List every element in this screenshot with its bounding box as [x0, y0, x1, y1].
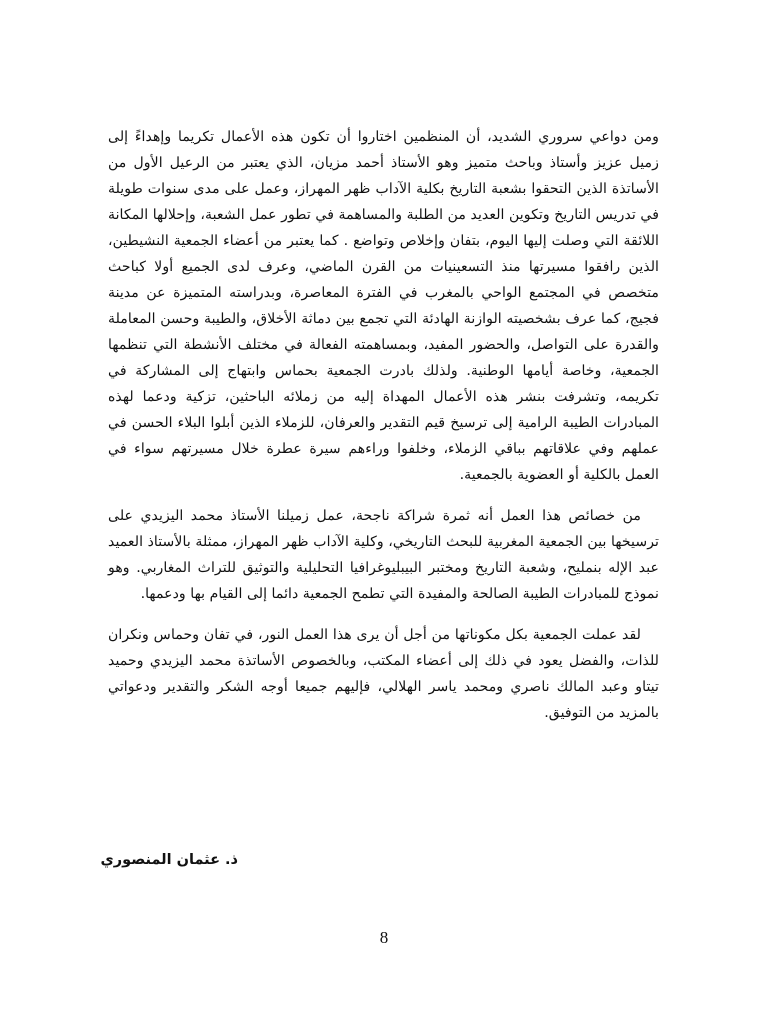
author-signature: ذ. عثمان المنصوري	[100, 852, 238, 868]
page-number: 8	[379, 928, 389, 947]
paragraph-3: لقد عملت الجمعية بكل مكوناتها من أجل أن يرى هذا العمل النور، في تفان وحماس ونكران للذات، والفضل يعود في ذلك إلى أعضاء المكتب، وبالخصوص الأساتذة محمد اليزيدي وحميد تيتاو وعبد المالك ناصري ومحمد ياسر الهلالي، فإليهم جميعا أوجه الشكر والتقدير ودعواتي بالمزيد من التوفيق.	[108, 627, 659, 721]
document-body	[108, 124, 659, 726]
paragraph-2: من خصائص هذا العمل أنه ثمرة شراكة ناجحة، عمل زميلنا الأستاذ محمد اليزيدي على ترسيخها بين الجمعية المغربية للبحث التاريخي، وكلية الآداب ظهر المهراز، ممثلة بالأستاذ العميد عبد الإله بنمليح، وشعبة التاريخ ومختبر البيبليوغرافيا التحليلية والتوثيق للتراث المغاربي. وهو نموذج للمبادرات الطيبة الصالحة والمفيدة التي تطمح الجمعية دائما إلى القيام بها ودعمها.	[108, 508, 659, 602]
paragraph-1: ومن دواعي سروري الشديد، أن المنظمين اختاروا أن تكون هذه الأعمال تكريما وإهداءً إلى زميل عزيز وأستاذ وباحث متميز وهو الأستاذ أحمد مزيان، الذي يعتبر من الرعيل الأول من الأساتذة الذين التحقوا بشعبة التاريخ بكلية الآداب ظهر المهراز، وعمل على مدى سنوات طويلة في تدريس التاريخ وتكوين العديد من الطلبة والمساهمة في تطور عمل الشعبة، وإحلالها المكانة اللائقة التي وصلت إليها اليوم، بتفان وإخلاص وتواضع . كما يعتبر من أعضاء الجمعية النشيطين، الذين رافقوا مسيرتها منذ التسعينيات من القرن الماضي، وعرف لدى الجميع أولا كباحث متخصص في المجتمع الواحي بالمغرب في الفترة المعاصرة، وبدراسته المتميزة عن مدينة فجيج، كما عرف بشخصيته الوازنة الهادئة التي تجمع بين دماثة الأخلاق، والطيبة وحسن المعاملة والقدرة على التواصل، والحضور المفيد، وبمساهمته الفعالة في مختلف الأنشطة التي تنظمها الجمعية، وخاصة أيامها الوطنية. ولذلك بادرت الجمعية بحماس وابتهاج إلى المشاركة في تكريمه، وتشرفت بنشر هذه الأعمال المهداة إليه من زملائه الباحثين، تزكية ودعما لهذه المبادرات الطيبة الرامية إلى ترسيخ قيم التقدير والعرفان، للزملاء الذين أبلوا البلاء الحسن في عملهم وفي علاقاتهم بباقي الزملاء، وخلفوا وراءهم سيرة عطرة خلال مسيرتهم سواء في العمل بالكلية أو العضوية بالجمعية.	[108, 129, 659, 483]
